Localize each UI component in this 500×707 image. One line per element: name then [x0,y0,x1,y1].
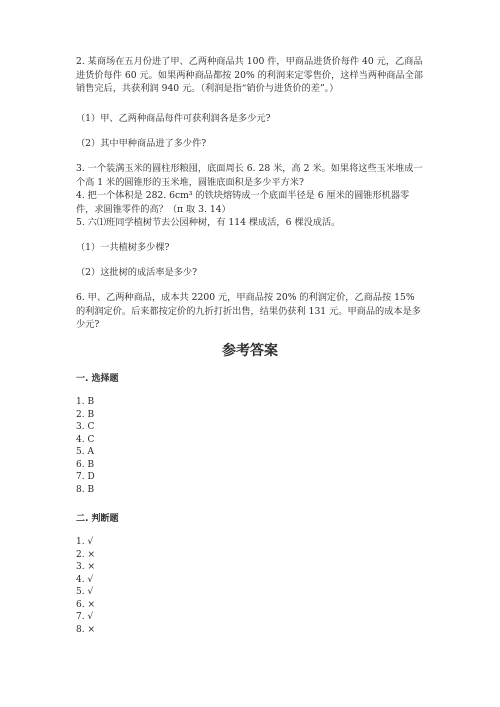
question-2: 2. 某商场在五月份进了甲、乙两种商品共 100 件，甲商品进货价每件 40 元，乙商品进货价每件 60 元。如果两种商品都按 20% 的利润来定零售价，这样当两种商品全部销售完后，共获利润 940 元。（利润是指“销价与进货价的差”。） [76,56,423,94]
answer-judge-2: 2. × [76,549,95,560]
answer-choice-4: 4. C [76,434,95,445]
section-heading-judge: 二. 判断题 [76,514,119,524]
answer-choice-2: 2. B [76,409,95,420]
answers-title: 参考答案 [222,343,278,359]
answer-choice-1: 1. B [76,397,95,407]
answer-judge-6: 6. × [76,599,95,610]
answer-judge-4: 4. √ [76,574,94,585]
question-2-part-1: （1）甲、乙两种商品每件可获利润各是多少元? [76,113,271,124]
answer-choice-8: 8. B [76,484,95,495]
question-5-part-2: （2）这批树的成活率是多少? [76,267,198,278]
answer-judge-5: 5. √ [76,587,94,597]
answer-judge-7: 7. √ [76,612,94,622]
question-3: 3. 一个装满玉米的圆柱形粮囤，底面周长 6. 28 米，高 2 米。如果将这些玉米堆成一个高 1 米的圆锥形的玉米堆，圆锥底面积是多少平方米? [76,163,423,188]
question-6: 6. 甲、乙两种商品，成本共 2200 元，甲商品按 20% 的利润定价，乙商品按 15% 的利润定价。后来都按定价的九折打折出售，结果仍获利 131 元。甲商品的成本是多少元? [76,292,421,330]
question-5-part-1: （1）一共植树多少棵? [76,242,170,253]
answer-judge-8: 8. × [76,624,95,635]
answer-choice-5: 5. A [76,447,94,457]
answer-judge-3: 3. × [76,562,95,572]
section-heading-choice: 一. 选择题 [76,374,119,384]
question-5: 5. 六⑴班同学植树节去公园种树，有 114 棵成活，6 棵没成活。 [76,217,341,228]
question-2-part-2: （2）其中甲种商品进了多少件? [76,138,207,149]
question-4: 4. 把一个体积是 282. 6cm³ 的铁块熔铸成一个底面半径是 6 厘米的圆锥形机器零件，求圆锥零件的高？（π 取 3. 14） [76,190,410,215]
answer-choice-6: 6. B [76,459,95,470]
answer-choice-3: 3. C [76,422,95,432]
answer-judge-1: 1. √ [76,537,94,547]
answer-choice-7: 7. D [76,472,95,482]
